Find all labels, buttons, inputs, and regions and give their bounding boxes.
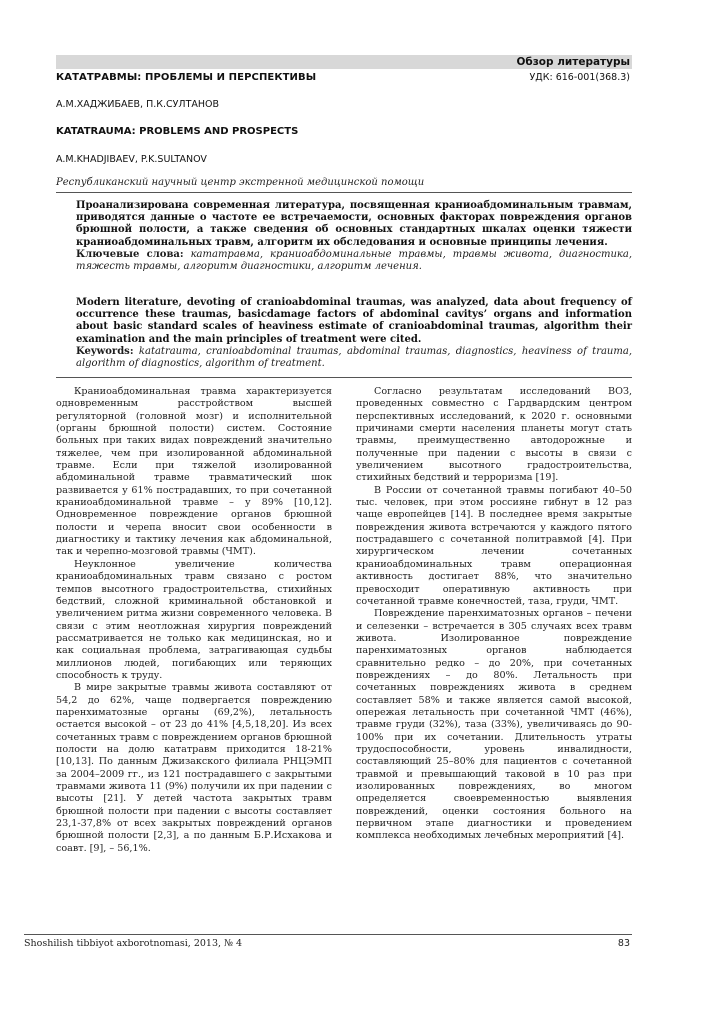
- paragraph: Повреждение паренхиматозных органов – печени и селезенки – встречается в 305 случаях всех травм живота. Изолированное повреждение паренхиматозных органов наблюдается сравнительно редко – до 20%, при сочетанных повреждениях – до 80%. Летальность при сочетанных повреждениях живота в среднем составляет 58% и также является самой высокой, опережая летальность при сочетанной ЧМТ (46%), травме груди (32%), таза (33%), увеличиваясь до 90-100% при их сочетании. Длительность утраты трудоспособности, уровень инвалидности, составляющий 25–80% для пациентов с сочетанной травмой и превышающий таковой в 10 раз при изолированных повреждениях, во многом определяется своевременностью выявления повреждений, оценки состояния больного на первичном этапе диагностики и проведением комплекса необходимых лечебных мероприятий [4].: [356, 608, 632, 842]
- udc-code: УДК: 616-001(368.3): [529, 72, 630, 83]
- paper-title-en: KATATRAUMA: PROBLEMS AND PROSPECTS: [56, 126, 299, 137]
- abstract-ru: [76, 200, 632, 273]
- keywords-ru-text: кататравма, краниоабдоминальные травмы, травмы живота, диагностика, тяжесть травмы, алгоритм диагностики, алгоритм лечения.: [76, 248, 633, 273]
- abstract-en-body: Modern literature, devoting of cranioabdominal traumas, was analyzed, data about frequency of occurrence these traumas, basicdamage factors of abdominal cavitys’ organs and information about basic standard scales of heaviness estimate of cranioabdominal traumas, algorithm their examination and the main principles of treatment were cited.: [76, 297, 632, 345]
- divider-middle: [56, 377, 632, 378]
- body-column-right: [356, 386, 632, 843]
- authors-ru: А.М.ХАДЖИБАЕВ, П.К.СУЛТАНОВ: [56, 99, 220, 110]
- keywords-en-label: Keywords:: [76, 345, 134, 357]
- paper-title-ru: КАТАТРАВМЫ: ПРОБЛЕМЫ И ПЕРСПЕКТИВЫ: [56, 72, 317, 83]
- paragraph: В России от сочетанной травмы погибают 40–50 тыс. человек, при этом россияне гибнут в 12 раз чаще европейцев [14]. В последнее время закрытые повреждения живота встречаются у каждого пятого пострадавшего с сочетанной политравмой [4]. При хирургическом лечении сочетанных краниоабдоминальных травм операционная активность достигает 88%, что значительно превосходит оперативную активность при сочетанной травме конечностей, таза, груди, ЧМТ.: [356, 484, 632, 607]
- body-column-left: [56, 386, 332, 855]
- abstract-ru-body: Проанализирована современная литература, посвященная краниоабдоминальным травмам, приводятся данные о частоте ее встречаемости, основных факторах повреждения органов брюшной полости, а также сведения об основных стандартных шкалах оценки тяжести краниоабдоминальных травм, алгоритм их обследования и основные принципы лечения.: [76, 200, 632, 248]
- keywords-ru: [76, 249, 632, 273]
- abstract-en: [76, 297, 632, 370]
- divider-top: [56, 192, 632, 193]
- keywords-ru-label: Ключевые слова:: [76, 248, 184, 260]
- keywords-en: [76, 346, 632, 370]
- page-number: 83: [617, 938, 630, 949]
- keywords-en-text: katatrauma, cranioabdominal traumas, abdominal traumas, diagnostics, heaviness of trauma, algorithm of diagnostics, algorithm of treatment.: [76, 345, 632, 370]
- paragraph: Неуклонное увеличение количества краниоабдоминальных травм связано с ростом темпов высотного градостроительства, стихийных бедствий, сложной криминальной обстановкой и увеличением ритма жизни современного человека. В связи с этим неотложная хирургия повреждений рассматривается не только как медицинская, но и как социальная проблема, затрагивающая судьбы миллионов людей, погибающих или теряющих способность к труду.: [56, 558, 332, 681]
- paragraph: Краниоабдоминальная травма характеризуется одновременным расстройством высшей регуляторной (головной мозг) и исполнительной (органы брюшной полости) систем. Состояние больных при таких видах повреждений значительно тяжелее, чем при изолированной абдоминальной травме. Если при тяжелой изолированной абдоминальной травме травматический шок развивается у 61% пострадавших, то при сочетанной краниоабдоминальной травме – у 89% [10,12]. Одновременное повреждение органов брюшной полости и черепа вносит свои особенности в диагностику и тактику лечения как абдоминальной, так и черепно-мозговой травмы (ЧМТ).: [56, 386, 332, 558]
- affiliation: Республиканский научный центр экстренной медицинской помощи: [56, 177, 425, 188]
- paragraph: Согласно результатам исследований ВОЗ, проведенных совместно с Гардвардским центром перспективных исследований, к 2020 г. основными причинами смерти населения планеты могут стать травмы, преимущественно автодорожные и полученные при падении с высоты в связи с увеличением высотного градостроительства, стихийных бедствий и терроризма [19].: [356, 386, 632, 484]
- authors-en: A.M.KHADJIBAEV, P.K.SULTANOV: [56, 154, 207, 165]
- section-category: Обзор литературы: [516, 56, 630, 68]
- divider-bottom: [24, 934, 632, 935]
- paragraph: В мире закрытые травмы живота составляют от 54,2 до 62%, чаще подвергается повреждению паренхиматозные органы (69,2%), летальность остается высокой – от 23 до 41% [4,5,18,20]. Из всех сочетанных травм с повреждением органов брюшной полости на долю кататравм приходится 18-21% [10,13]. По данным Джизакского филиала РНЦЭМП за 2004–2009 гг., из 121 пострадавшего с закрытыми травмами живота 11 (9%) получили их при падении с высоты [21]. У детей частота закрытых травм брюшной полости при падении с высоты составляет 23,1-37,8% от всех закрытых повреждений органов брюшной полости [2,3], а по данным Б.Р.Исхакова и соавт. [9], – 56,1%.: [56, 682, 332, 854]
- journal-footer: Shoshilish tibbiyot axborotnomasi, 2013, № 4: [24, 938, 243, 949]
